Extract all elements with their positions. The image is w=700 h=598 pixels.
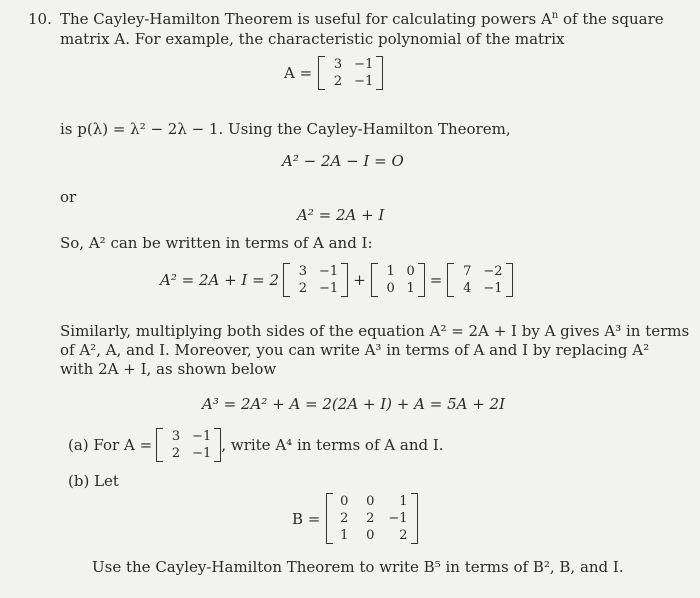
- matrix-cell: 3: [333, 57, 343, 72]
- matrix-cell: 2: [171, 446, 181, 461]
- final-line: Use the Cayley-Hamilton Theorem to write B⁵ in terms of B², B, and I.: [92, 558, 624, 576]
- matrix-b-block: [292, 493, 418, 544]
- intro-line-1-end: of the square: [558, 10, 664, 28]
- matrix-cell: 1: [399, 494, 408, 509]
- part-b-label: (b) Let: [68, 472, 119, 490]
- matrix-cell: 2: [340, 511, 349, 526]
- plus-sign: +: [353, 271, 366, 289]
- matrix-cell: 3: [298, 264, 308, 279]
- intro-line-1-text: The Cayley-Hamilton Theorem is useful for calculating powers A: [60, 10, 552, 28]
- matrix-cell: 0: [366, 494, 375, 509]
- matrix-cell: −1: [319, 264, 339, 279]
- matrix-cell: −1: [354, 57, 374, 72]
- intro-line-1: [60, 10, 664, 28]
- so-line: So, A² can be written in terms of A and I:: [60, 234, 373, 252]
- matrix-cell: 2: [333, 74, 343, 89]
- matrix-cell: 7: [463, 264, 472, 279]
- matrix-cell: −1: [354, 74, 374, 89]
- similarly-line-3: with 2A + I, as shown below: [60, 360, 277, 378]
- matrix-cell: 1: [340, 528, 349, 543]
- equation-1: A² − 2A − I = O: [282, 152, 404, 170]
- part-a-label: (a) For A =: [68, 436, 153, 454]
- matrix-cell: −1: [319, 281, 339, 296]
- or-text: or: [60, 188, 77, 206]
- matrix-cell: 1: [386, 264, 395, 279]
- matrix-cell: −1: [192, 429, 212, 444]
- equation-4: A³ = 2A² + A = 2(2A + I) + A = 5A + 2I: [202, 395, 506, 413]
- similarly-line-2: of A², A, and I. Moreover, you can write A³ in terms of A and I by replacing A²: [60, 341, 650, 359]
- char-poly-line: is p(λ) = λ² − 2λ − 1. Using the Cayley-Hamilton Theorem,: [60, 120, 511, 138]
- equation-3-matrix-3: [447, 263, 512, 297]
- matrix-b-label: B =: [292, 509, 321, 528]
- matrix-cell: 2: [399, 528, 408, 543]
- matrix-a-label: A =: [284, 64, 313, 82]
- matrix-cell: 2: [298, 281, 308, 296]
- matrix-cell: 0: [340, 494, 349, 509]
- part-a-matrix: [156, 428, 221, 462]
- matrix-a: [318, 56, 383, 90]
- matrix-cell: −1: [388, 511, 408, 526]
- equation-3-lhs: A² = 2A + I = 2: [160, 271, 280, 289]
- equals-sign: =: [429, 271, 443, 289]
- equation-3-matrix-2: [371, 263, 425, 297]
- matrix-cell: 3: [171, 429, 181, 444]
- equation-3-matrix-1: [283, 263, 348, 297]
- equation-2: A² = 2A + I: [297, 206, 385, 224]
- part-a-text: , write A⁴ in terms of A and I.: [221, 436, 444, 454]
- similarly-line-1: Similarly, multiplying both sides of the equation A² = 2A + I by A gives A³ in terms: [60, 322, 690, 340]
- intro-line-1-sup: n: [551, 10, 559, 21]
- matrix-b: [326, 493, 417, 544]
- part-a: [68, 428, 444, 462]
- matrix-cell: 0: [406, 264, 415, 279]
- intro-line-2: matrix A. For example, the characteristic polynomial of the matrix: [60, 30, 565, 48]
- equation-3: [160, 263, 513, 297]
- matrix-cell: −1: [483, 281, 503, 296]
- matrix-cell: −2: [483, 264, 503, 279]
- matrix-cell: −1: [192, 446, 212, 461]
- problem-number: 10.: [28, 10, 52, 28]
- matrix-a-block: [284, 56, 383, 90]
- matrix-cell: 4: [463, 281, 472, 296]
- matrix-cell: 0: [366, 528, 375, 543]
- matrix-cell: 2: [366, 511, 375, 526]
- matrix-cell: 1: [406, 281, 415, 296]
- matrix-cell: 0: [386, 281, 395, 296]
